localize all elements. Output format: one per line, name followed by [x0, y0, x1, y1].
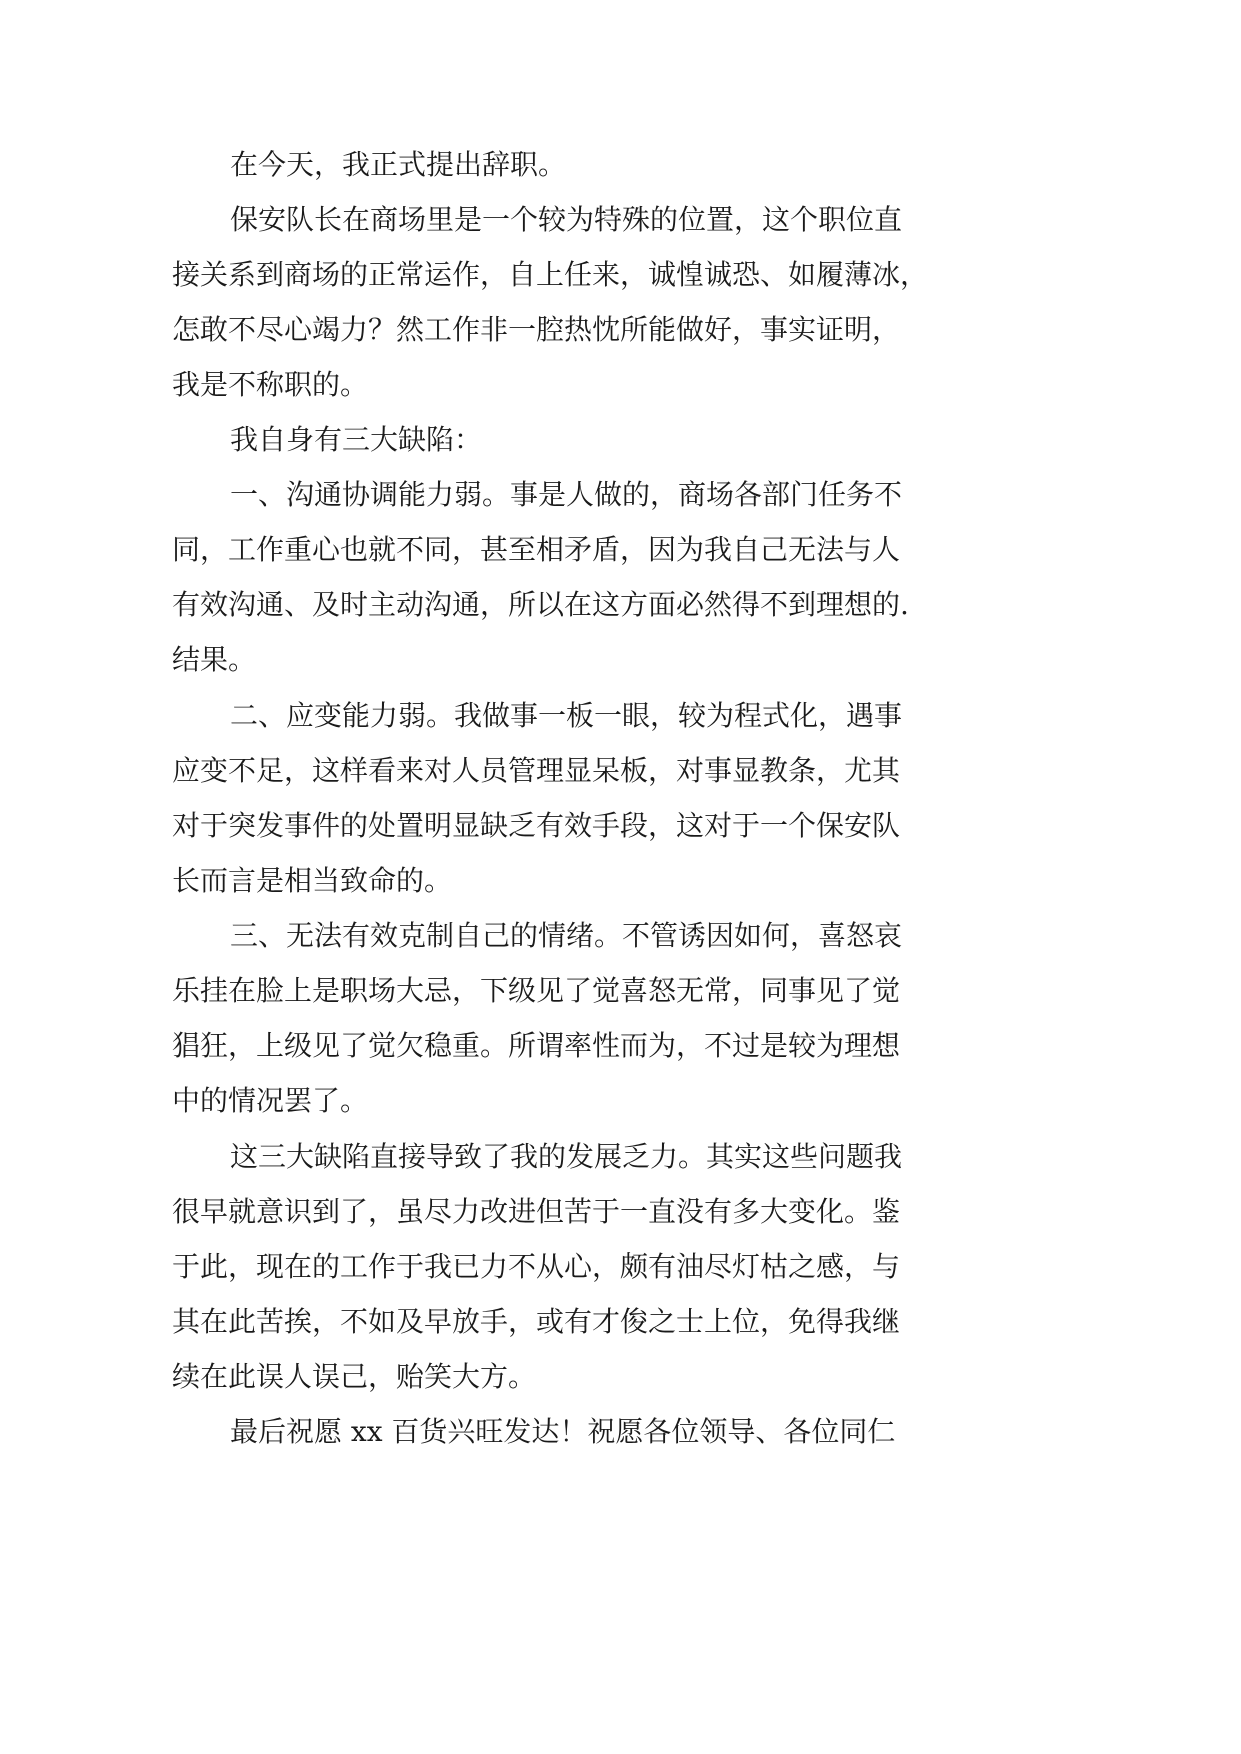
- text-line: 这三大缺陷直接导致了我的发展乏力。其实这些问题我: [230, 1140, 903, 1173]
- text-line: 最后祝愿 xx 百货兴旺发达！祝愿各位领导、各位同仁: [230, 1415, 896, 1448]
- text-line: 二、应变能力弱。我做事一板一眼，较为程式化，遇事: [230, 699, 903, 732]
- text-line: 怎敢不尽心竭力？然工作非一腔热忱所能做好，事实证明，: [172, 313, 901, 346]
- text-line: 我是不称职的。: [172, 368, 369, 401]
- text-line: 三、无法有效克制自己的情绪。不管诱因如何，喜怒哀: [230, 919, 903, 952]
- text-line: 对于突发事件的处置明显缺乏有效手段，这对于一个保安队: [172, 809, 901, 842]
- text-line: 结果。: [172, 643, 257, 676]
- text-line: 乐挂在脸上是职场大忌，下级见了觉喜怒无常，同事见了觉: [172, 974, 901, 1007]
- text-line: 长而言是相当致命的。: [172, 864, 453, 897]
- text-line: 应变不足，这样看来对人员管理显呆板，对事显教条，尤其: [172, 754, 901, 787]
- text-line: 我自身有三大缺陷：: [230, 423, 483, 456]
- text-line: 中的情况罢了。: [172, 1084, 369, 1117]
- text-line: 同，工作重心也就不同，甚至相矛盾，因为我自己无法与人: [172, 533, 901, 566]
- text-line: 有效沟通、及时主动沟通，所以在这方面必然得不到理想的.: [172, 588, 909, 621]
- text-line: 接关系到商场的正常运作，自上任来，诚惶诚恐、如履薄冰，: [172, 258, 929, 291]
- text-line: 保安队长在商场里是一个较为特殊的位置，这个职位直: [230, 203, 903, 236]
- text-line: 猖狂，上级见了觉欠稳重。所谓率性而为，不过是较为理想: [172, 1029, 901, 1062]
- text-line: 其在此苦挨，不如及早放手，或有才俊之士上位，免得我继: [172, 1305, 901, 1338]
- text-line: 在今天，我正式提出辞职。: [230, 148, 567, 181]
- text-line: 续在此误人误己，贻笑大方。: [172, 1360, 537, 1393]
- text-line: 一、沟通协调能力弱。事是人做的，商场各部门任务不: [230, 478, 903, 511]
- text-line: 很早就意识到了，虽尽力改进但苦于一直没有多大变化。鉴: [172, 1195, 901, 1228]
- text-line: 于此，现在的工作于我已力不从心，颇有油尽灯枯之感，与: [172, 1250, 901, 1283]
